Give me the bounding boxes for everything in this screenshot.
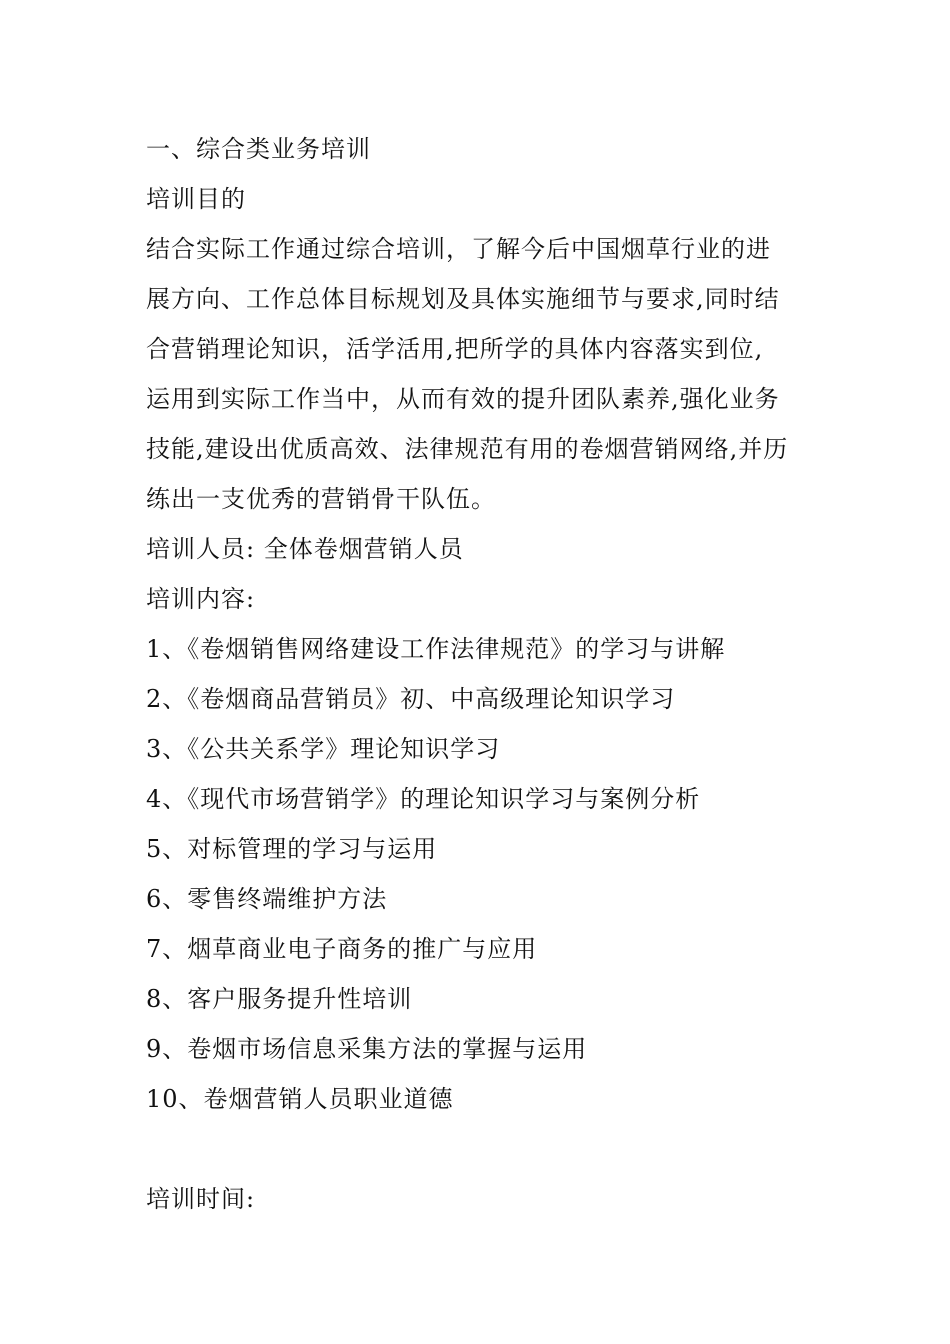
blank-line (146, 1124, 806, 1174)
purpose-line: 结合实际工作通过综合培训，了解今后中国烟草行业的进 (146, 235, 771, 263)
content-item: 1、《卷烟销售网络建设工作法律规范》的学习与讲解 (146, 635, 726, 663)
section-heading: 一、综合类业务培训 (146, 135, 371, 163)
purpose-line: 技能,建设出优质高效、法律规范有用的卷烟营销网络,并历 (146, 435, 789, 463)
content-item: 4、《现代市场营销学》的理论知识学习与案例分析 (146, 785, 701, 813)
purpose-line: 运用到实际工作当中，从而有效的提升团队素养,强化业务 (146, 385, 780, 413)
document-body (146, 124, 806, 1224)
personnel-line: 培训人员: 全体卷烟营销人员 (146, 535, 464, 563)
purpose-line: 合营销理论知识，活学活用,把所学的具体内容落实到位, (146, 335, 764, 363)
content-item: 6、零售终端维护方法 (146, 885, 388, 913)
content-item: 7、烟草商业电子商务的推广与应用 (146, 935, 538, 963)
content-item: 2、《卷烟商品营销员》初、中高级理论知识学习 (146, 685, 676, 713)
content-title: 培训内容: (146, 585, 256, 613)
purpose-line: 展方向、工作总体目标规划及具体实施细节与要求,同时结 (146, 285, 780, 313)
content-item: 8、客户服务提升性培训 (146, 985, 413, 1013)
content-item: 3、《公共关系学》理论知识学习 (146, 735, 501, 763)
content-item: 9、卷烟市场信息采集方法的掌握与运用 (146, 1035, 588, 1063)
content-item: 10、卷烟营销人员职业道德 (146, 1085, 454, 1113)
purpose-title: 培训目的 (146, 185, 246, 213)
time-title: 培训时间: (146, 1185, 256, 1213)
purpose-line: 练出一支优秀的营销骨干队伍。 (146, 485, 496, 513)
content-item: 5、对标管理的学习与运用 (146, 835, 438, 863)
